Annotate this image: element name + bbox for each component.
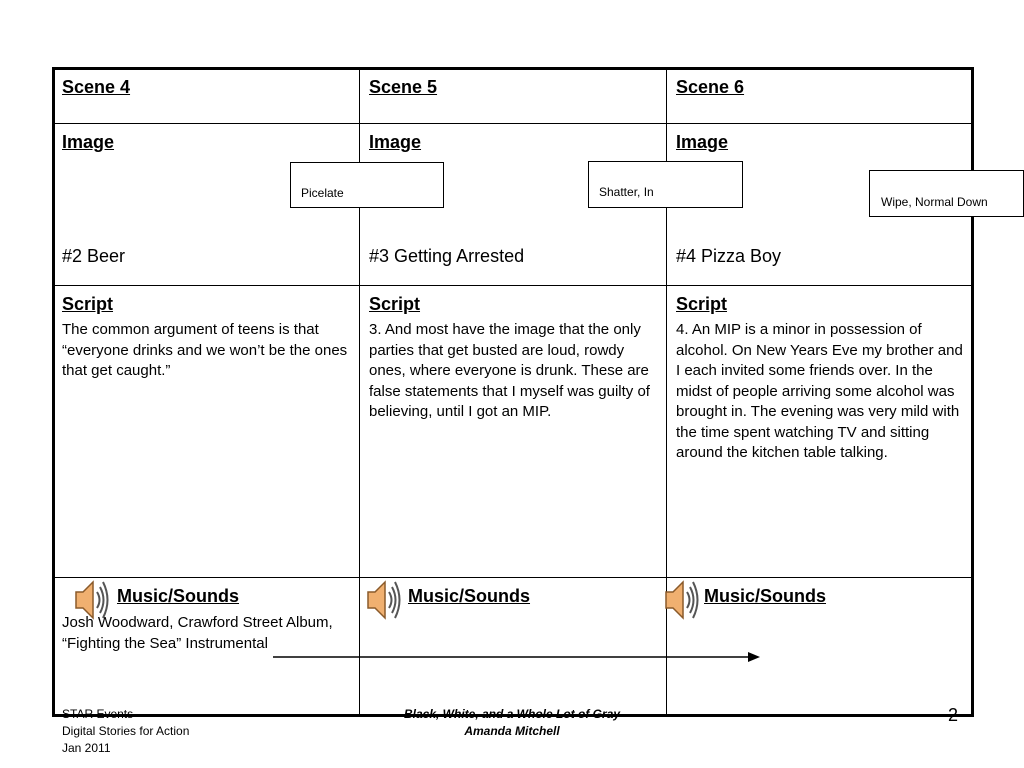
script-text: 3. And most have the image that the only parties that get busted are loud, rowdy ones, where everyone is drunk. These are false statements that I myself was guilty of believing, until I got an MIP.: [369, 321, 650, 420]
footer-title: Black, White, and a Whole Lot of Gray: [403, 707, 621, 721]
transition-label: Shatter, In: [599, 185, 654, 199]
footer-left: [62, 706, 189, 757]
footer-date: Jan 2011: [62, 741, 111, 755]
footer-event: STAR Events: [62, 707, 134, 721]
row-divider: [55, 577, 971, 578]
music-text: Josh Woodward, Crawford Street Album, “Fighting the Sea” Instrumental: [62, 614, 333, 652]
music-label: Music/Sounds: [117, 586, 240, 606]
transition-box[interactable]: [869, 170, 1024, 217]
image-name: #3 Getting Arrested: [369, 246, 525, 266]
script-label: Script: [369, 294, 421, 314]
speaker-icon[interactable]: [366, 576, 402, 624]
footer-center: [370, 706, 654, 740]
script-label: Script: [676, 294, 728, 314]
transition-label: Picelate: [301, 186, 344, 200]
transition-label: Wipe, Normal Down: [881, 195, 988, 209]
image-label: Image: [369, 132, 422, 152]
scene-title: Scene 4: [62, 77, 131, 97]
row-divider: [55, 123, 971, 124]
footer-category: Digital Stories for Action: [62, 724, 190, 738]
music-label: Music/Sounds: [408, 586, 531, 606]
footer-author: Amanda Mitchell: [464, 724, 560, 738]
scene-title: Scene 6: [676, 77, 745, 97]
script-label: Script: [62, 294, 114, 314]
image-name: #4 Pizza Boy: [676, 246, 782, 266]
speaker-icon[interactable]: [74, 576, 110, 624]
page-number: 2: [948, 705, 959, 725]
image-label: Image: [62, 132, 115, 152]
music-label: Music/Sounds: [704, 586, 827, 606]
transition-box[interactable]: [290, 162, 444, 208]
transition-box[interactable]: [588, 161, 743, 208]
script-text: 4. An MIP is a minor in possession of alcohol. On New Years Eve my brother and I each invited some friends over. In the midst of people arriving some alcohol was brought in. The evening was very mild with the time spent watching TV and sitting around the kitchen table talking.: [676, 321, 963, 461]
row-divider: [55, 285, 971, 286]
image-name: #2 Beer: [62, 246, 126, 266]
speaker-icon[interactable]: [664, 576, 700, 624]
image-label: Image: [676, 132, 729, 152]
storyboard-table: [52, 67, 974, 717]
scene-title: Scene 5: [369, 77, 438, 97]
script-text: The common argument of teens is that “everyone drinks and we won’t be the ones that get caught.”: [62, 321, 348, 379]
